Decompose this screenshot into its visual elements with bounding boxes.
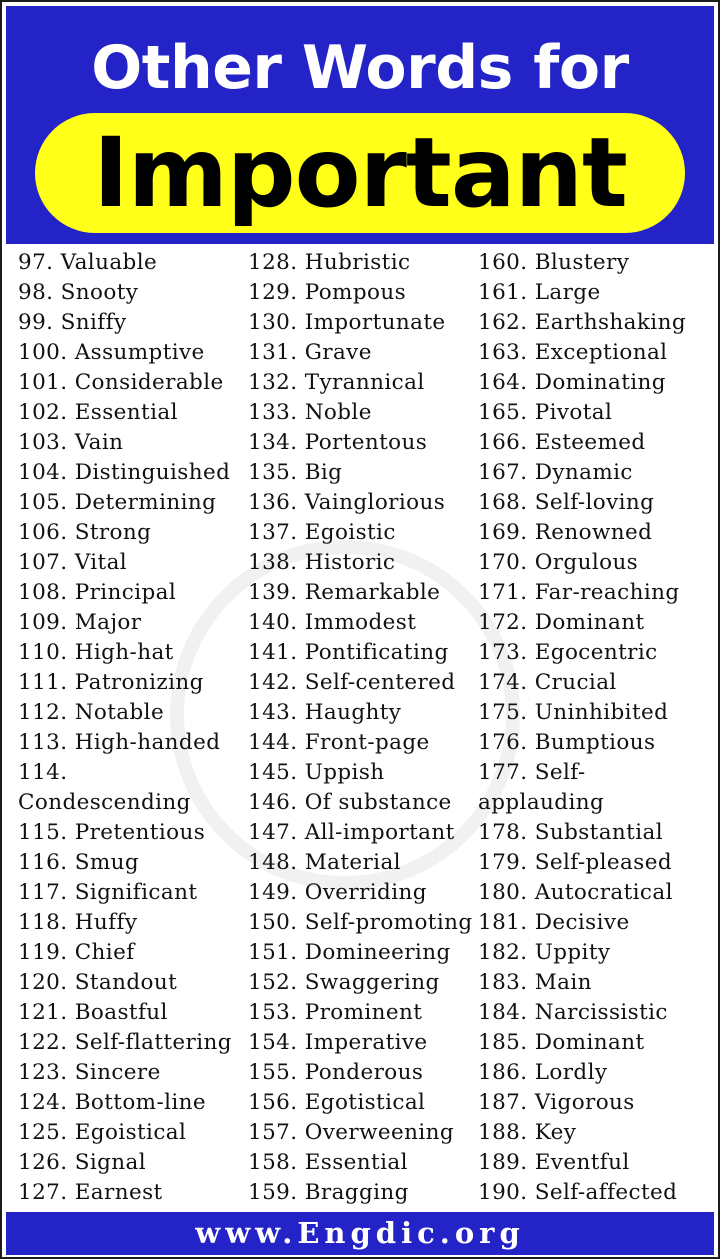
footer-banner (6, 1212, 714, 1255)
list-item: 146. Of substance (248, 790, 452, 815)
list-item: 162. Earthshaking (478, 310, 686, 335)
list-item: 148. Material (248, 850, 401, 875)
list-item: 120. Standout (18, 970, 178, 995)
list-item: 173. Egocentric (478, 640, 658, 665)
list-item: 158. Essential (248, 1150, 408, 1175)
word-list (2, 248, 718, 1208)
list-item: 172. Dominant (478, 610, 645, 635)
word-column-2 (248, 248, 480, 1208)
word-column-1 (18, 248, 246, 1208)
list-item: 116. Smug (18, 850, 140, 875)
list-item: 98. Snooty (18, 280, 139, 305)
list-item: 110. High-hat (18, 640, 174, 665)
list-item: 109. Major (18, 610, 142, 635)
list-item: 108. Principal (18, 580, 177, 605)
list-item: 181. Decisive (478, 910, 630, 935)
list-item: 107. Vital (18, 550, 128, 575)
list-item: 117. Significant (18, 880, 198, 905)
title-pill (35, 113, 685, 233)
list-item: 171. Far-reaching (478, 580, 680, 605)
list-item: 188. Key (478, 1120, 577, 1145)
list-item: 99. Sniffy (18, 310, 127, 335)
list-item: 164. Dominating (478, 370, 666, 395)
header-banner (6, 6, 714, 244)
list-item: 133. Noble (248, 400, 372, 425)
list-item: 143. Haughty (248, 700, 402, 725)
list-item: 132. Tyrannical (248, 370, 425, 395)
list-item: 126. Signal (18, 1150, 147, 1175)
list-item: 144. Front-page (248, 730, 430, 755)
list-item: 134. Portentous (248, 430, 428, 455)
list-item: 155. Ponderous (248, 1060, 424, 1085)
list-item: 189. Eventful (478, 1150, 630, 1175)
list-item: 149. Overriding (248, 880, 427, 905)
list-item: 174. Crucial (478, 670, 617, 695)
list-item: 97. Valuable (18, 250, 158, 275)
list-item: 161. Large (478, 280, 601, 305)
list-item: 176. Bumptious (478, 730, 656, 755)
list-item: 129. Pompous (248, 280, 407, 305)
list-item: 118. Huffy (18, 910, 138, 935)
list-item: 166. Esteemed (478, 430, 646, 455)
list-item: 185. Dominant (478, 1030, 645, 1055)
list-item: 160. Blustery (478, 250, 630, 275)
list-item: 115. Pretentious (18, 820, 206, 845)
list-item: 184. Narcissistic (478, 1000, 668, 1025)
list-item: 112. Notable (18, 700, 165, 725)
list-item: 135. Big (248, 460, 343, 485)
list-item: 138. Historic (248, 550, 396, 575)
list-item: 139. Remarkable (248, 580, 441, 605)
list-item: 123. Sincere (18, 1060, 161, 1085)
list-item: 102. Essential (18, 400, 178, 425)
list-item: 168. Self-loving (478, 490, 655, 515)
list-item: 114. Condescending (18, 760, 191, 815)
list-item: 170. Orgulous (478, 550, 639, 575)
word-column-3 (478, 248, 714, 1208)
title-prefix: Other Words for (91, 33, 629, 103)
list-item: 100. Assumptive (18, 340, 205, 365)
list-item: 169. Renowned (478, 520, 653, 545)
list-item: 152. Swaggering (248, 970, 440, 995)
list-item: 128. Hubristic (248, 250, 411, 275)
list-item: 150. Self-promoting (248, 910, 473, 935)
list-item: 159. Bragging (248, 1180, 409, 1205)
list-item: 119. Chief (18, 940, 135, 965)
list-item: 167. Dynamic (478, 460, 633, 485)
site-url[interactable]: www.Engdic.org (195, 1216, 525, 1250)
list-item: 140. Immodest (248, 610, 417, 635)
list-item: 157. Overweening (248, 1120, 455, 1145)
list-item: 113. High-handed (18, 730, 221, 755)
list-item: 130. Importunate (248, 310, 446, 335)
list-item: 127. Earnest (18, 1180, 163, 1205)
list-item: 175. Uninhibited (478, 700, 669, 725)
list-item: 121. Boastful (18, 1000, 168, 1025)
list-item: 187. Vigorous (478, 1090, 635, 1115)
list-item: 153. Prominent (248, 1000, 423, 1025)
list-item: 183. Main (478, 970, 592, 995)
list-item: 180. Autocratical (478, 880, 673, 905)
list-item: 190. Self-affected (478, 1180, 678, 1205)
list-item: 124. Bottom-line (18, 1090, 207, 1115)
list-item: 136. Vainglorious (248, 490, 446, 515)
list-item: 147. All-important (248, 820, 455, 845)
list-item: 145. Uppish (248, 760, 385, 785)
list-item: 151. Domineering (248, 940, 451, 965)
list-item: 141. Pontificating (248, 640, 449, 665)
list-item: 106. Strong (18, 520, 152, 545)
list-item: 154. Imperative (248, 1030, 428, 1055)
list-item: 156. Egotistical (248, 1090, 426, 1115)
list-item: 131. Grave (248, 340, 372, 365)
list-item: 186. Lordly (478, 1060, 608, 1085)
list-item: 122. Self-flattering (18, 1030, 232, 1055)
list-item: 163. Exceptional (478, 340, 668, 365)
list-item: 142. Self-centered (248, 670, 456, 695)
list-item: 111. Patronizing (18, 670, 204, 695)
list-item: 125. Egoistical (18, 1120, 187, 1145)
list-item: 101. Considerable (18, 370, 224, 395)
list-item: 165. Pivotal (478, 400, 613, 425)
list-item: 182. Uppity (478, 940, 611, 965)
list-item: 103. Vain (18, 430, 124, 455)
list-item: 178. Substantial (478, 820, 663, 845)
title-word: Important (93, 117, 627, 229)
list-item: 179. Self-pleased (478, 850, 672, 875)
list-item: 104. Distinguished (18, 460, 231, 485)
list-item: 177. Self-applauding (478, 760, 605, 815)
list-item: 137. Egoistic (248, 520, 396, 545)
list-item: 105. Determining (18, 490, 217, 515)
